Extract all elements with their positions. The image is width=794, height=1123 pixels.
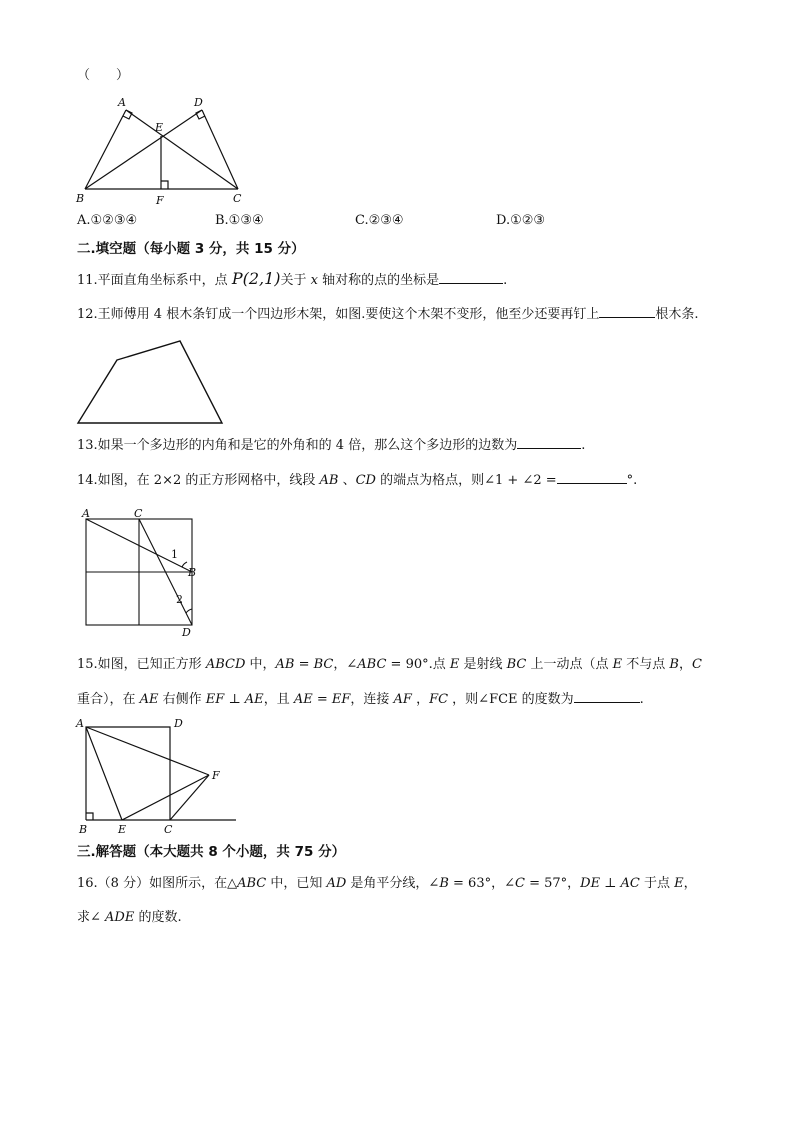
label-f: F [212,769,220,782]
segment-ab [85,110,126,189]
label-a: A [118,96,126,109]
label-e: E [118,823,127,836]
label-b: B [79,823,88,836]
label-b: B [76,192,85,205]
label-d: D [174,717,183,730]
label-c: C [164,823,173,836]
label-e: E [155,121,164,134]
answer-bracket: （ ） [77,68,130,83]
answer-blank-12[interactable] [599,305,655,318]
point-p: P(2,1) [231,269,281,288]
segment-ae [86,727,122,820]
section-solutions-title: 三.解答题（本大题共 8 个小题，共 75 分） [77,844,346,860]
question-16-line-1: 16.（8 分）如图所示，在△ABC 中，已知 AD 是角平分线，∠B = 63°，∠C = 57°，DE ⊥ AC 于点 E， [77,876,697,891]
label-c: C [134,507,143,520]
option-a[interactable]: A.①②③④ [77,213,138,228]
question-11: 11.平面直角坐标系中，点 P(2,1)关于 x 轴对称的点的坐标是 . [77,269,508,288]
answer-blank-14[interactable] [557,471,627,484]
question-15-line-2: 重合），在 AE 右侧作 EF ⊥ AE，且 AE = EF，连接 AF ，FC ，则∠FCE 的度数为 . [77,692,644,707]
label-f: F [156,194,164,207]
answer-blank-13[interactable] [517,436,581,449]
right-angle-f [161,181,168,189]
label-a: A [82,507,90,520]
option-d[interactable]: D.①②③ [496,213,546,228]
question-13: 13.如果一个多边形的内角和是它的外角和的 4 倍，那么这个多边形的边数为 . [77,438,586,453]
figure-q14-grid [76,505,206,637]
label-angle-2: 2 [176,593,183,606]
figure-q12-quadrilateral [70,335,230,430]
label-c: C [233,192,242,205]
label-d: D [182,626,191,639]
option-b[interactable]: B.①③④ [215,213,264,228]
figure-q10 [70,94,260,210]
angle-2-arc [186,609,192,613]
option-c[interactable]: C.②③④ [355,213,404,228]
label-a: A [76,717,84,730]
label-angle-1: 1 [171,548,178,561]
answer-blank-15[interactable] [574,690,640,703]
segment-fc [170,775,209,820]
figure-q15-square [74,715,244,837]
question-15-line-1: 15.如图，已知正方形 ABCD 中，AB = BC，∠ABC = 90°.点 E 是射线 BC 上一动点（点 E 不与点 B，C [77,657,702,672]
quadrilateral-frame [78,341,222,423]
segment-af [86,727,209,775]
label-d: D [194,96,203,109]
angle-1-arc [182,562,187,567]
right-angle-b [86,813,93,820]
segment-ef [122,775,209,820]
answer-blank-11[interactable] [439,271,503,284]
square-sides [86,727,170,820]
question-12: 12.王师傅用 4 根木条钉成一个四边形木架，如图.要使这个木架不变形，他至少还要再钉上 根木条. [77,307,699,322]
label-b: B [188,566,197,579]
question-16-line-2: 求∠ ADE 的度数. [77,910,182,925]
section-fill-in-title: 二.填空题（每小题 3 分，共 15 分） [77,241,305,257]
segment-cd [202,110,238,189]
question-14: 14.如图，在 2×2 的正方形网格中，线段 AB 、CD 的端点为格点，则∠1 + ∠2 = °. [77,473,638,488]
right-angle-a [123,110,132,119]
